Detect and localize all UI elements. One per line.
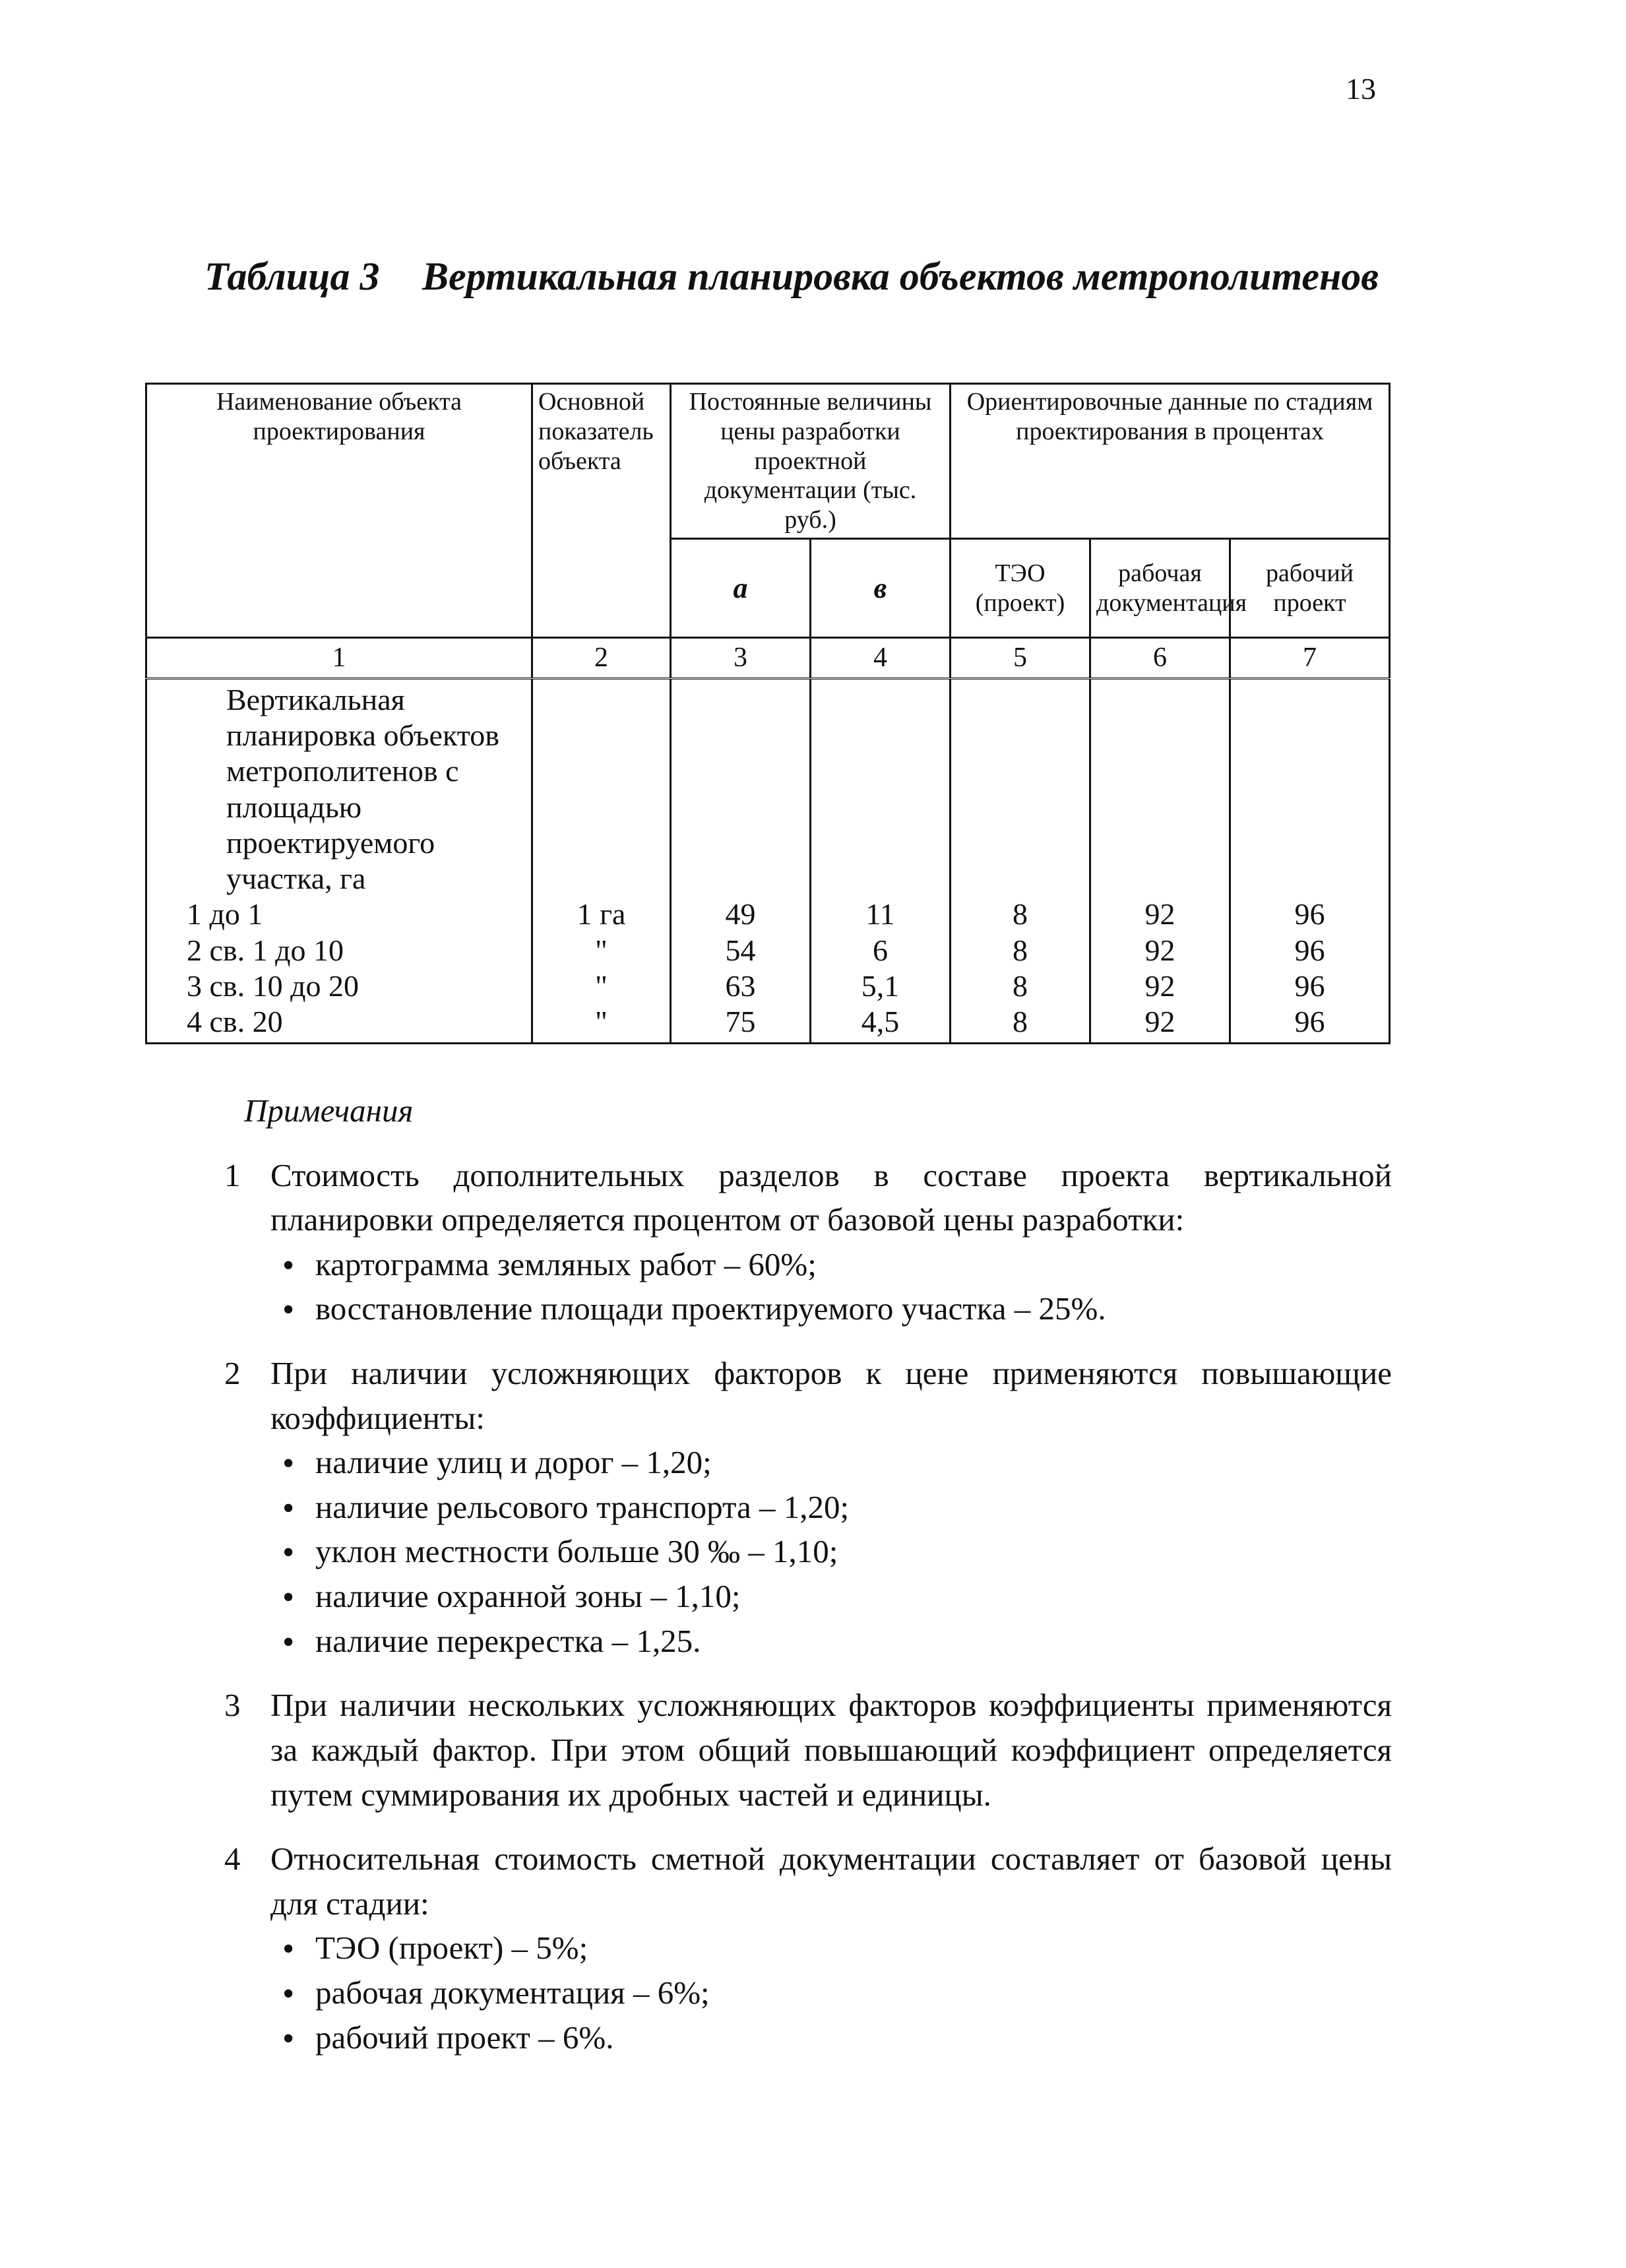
column-number: 6	[1090, 638, 1230, 679]
column-number: 2	[532, 638, 671, 679]
note-bullets	[270, 1440, 1392, 1663]
note-number: 2	[224, 1355, 241, 1392]
row-name: 3 св. 10 до 20	[187, 968, 360, 1003]
note-bullet: • наличие рельсового транспорта – 1,20;	[282, 1485, 1392, 1530]
notes-title: Примечания	[244, 1092, 414, 1129]
note-bullets	[270, 1242, 1392, 1331]
note-item	[224, 1683, 1392, 1817]
column-number: 1	[146, 638, 532, 679]
row-b: 5,1	[861, 968, 900, 1003]
row-a: 75	[725, 1005, 756, 1039]
object-description: Вертикальная планировка объектов метрополитенов с площадью проектируемого участка, га	[226, 682, 499, 896]
note-bullet: • ТЭО (проект) – 5%;	[282, 1926, 1392, 1970]
row-b: 11	[865, 897, 895, 931]
header-b: в	[811, 539, 951, 638]
row-name: 1 до 1	[187, 897, 263, 931]
row-name: 4 св. 20	[187, 1005, 283, 1039]
note-bullet: • картограмма земляных работ – 60%;	[282, 1242, 1392, 1287]
column-number: 3	[671, 638, 811, 679]
note-text: При наличии усложняющих факторов к цене применяются повышающие коэффициенты:	[270, 1355, 1392, 1436]
note-bullet: • наличие улиц и дорог – 1,20;	[282, 1440, 1392, 1485]
note-bullet: • рабочий проект – 6%.	[282, 2015, 1392, 2060]
row-working-project: 96	[1294, 897, 1325, 931]
notes-section	[224, 1088, 1392, 2060]
header-constants: Постоянные величины цены разработки проектной документации (тыс. руб.)	[671, 384, 951, 539]
row-b: 4,5	[861, 1005, 900, 1039]
header-teo: ТЭО (проект)	[951, 539, 1090, 638]
column-number: 5	[951, 638, 1090, 679]
note-number: 4	[224, 1841, 241, 1877]
header-working-docs: рабочая документация	[1090, 539, 1230, 638]
note-bullet: • рабочая документация – 6%;	[282, 1970, 1392, 2015]
note-bullet: • наличие перекрестка – 1,25.	[282, 1619, 1392, 1664]
row-a: 54	[725, 933, 756, 967]
row-teo: 8	[1013, 968, 1028, 1003]
row-a: 49	[725, 897, 756, 931]
page-number: 13	[1346, 72, 1376, 106]
header-working-project: рабочий проект	[1230, 539, 1390, 638]
note-text: Относительная стоимость сметной документации составляет от базовой цены для стадии:	[270, 1841, 1392, 1922]
row-working-docs: 92	[1144, 933, 1175, 967]
table-caption: Вертикальная планировка объектов метрополитенов	[422, 255, 1379, 298]
note-number: 3	[224, 1687, 241, 1724]
row-teo: 8	[1013, 897, 1028, 931]
note-item	[224, 1351, 1392, 1663]
header-stages: Ориентировочные данные по стадиям проектирования в процентах	[951, 384, 1390, 539]
note-item	[224, 1837, 1392, 2060]
column-number: 4	[811, 638, 951, 679]
table-number: Таблица 3	[204, 255, 380, 298]
note-text: При наличии нескольких усложняющих факторов коэффициенты применяются за каждый фактор. При этом общий повышающий коэффициент определяется путем суммирования их дробных частей и единицы.	[270, 1687, 1392, 1813]
column-numbers-row	[146, 638, 1390, 679]
row-a: 63	[725, 968, 756, 1003]
row-indicator: 1 га	[577, 897, 626, 931]
row-b: 6	[873, 933, 888, 967]
row-teo: 8	[1013, 933, 1028, 967]
note-bullets	[270, 1926, 1392, 2060]
row-name: 2 св. 1 до 10	[187, 933, 344, 967]
row-working-docs: 92	[1144, 1005, 1175, 1039]
row-teo: 8	[1013, 1005, 1028, 1039]
note-number: 1	[224, 1156, 241, 1193]
note-bullet: • уклон местности больше 30 ‰ – 1,10;	[282, 1529, 1392, 1574]
header-name: Наименование объекта проектирования	[146, 384, 532, 638]
row-working-docs: 92	[1144, 968, 1175, 1003]
note-bullet: • восстановление площади проектируемого участка – 25%.	[282, 1286, 1392, 1331]
header-indicator: Основной показатель объекта	[532, 384, 671, 638]
table-title	[204, 254, 1458, 299]
note-text: Стоимость дополнительных разделов в составе проекта вертикальной планировки определяется процентом от базовой цены разработки:	[270, 1156, 1392, 1238]
row-indicator: "	[595, 968, 608, 1003]
note-bullet: • наличие охранной зоны – 1,10;	[282, 1574, 1392, 1619]
table-body-row	[146, 678, 1390, 1044]
column-number: 7	[1230, 638, 1390, 679]
row-working-docs: 92	[1144, 897, 1175, 931]
price-table	[145, 383, 1391, 1044]
row-working-project: 96	[1294, 933, 1325, 967]
row-indicator: "	[595, 933, 608, 967]
note-item	[224, 1153, 1392, 1331]
header-a: а	[671, 539, 811, 638]
row-working-project: 96	[1294, 1005, 1325, 1039]
row-indicator: "	[595, 1005, 608, 1039]
row-working-project: 96	[1294, 968, 1325, 1003]
